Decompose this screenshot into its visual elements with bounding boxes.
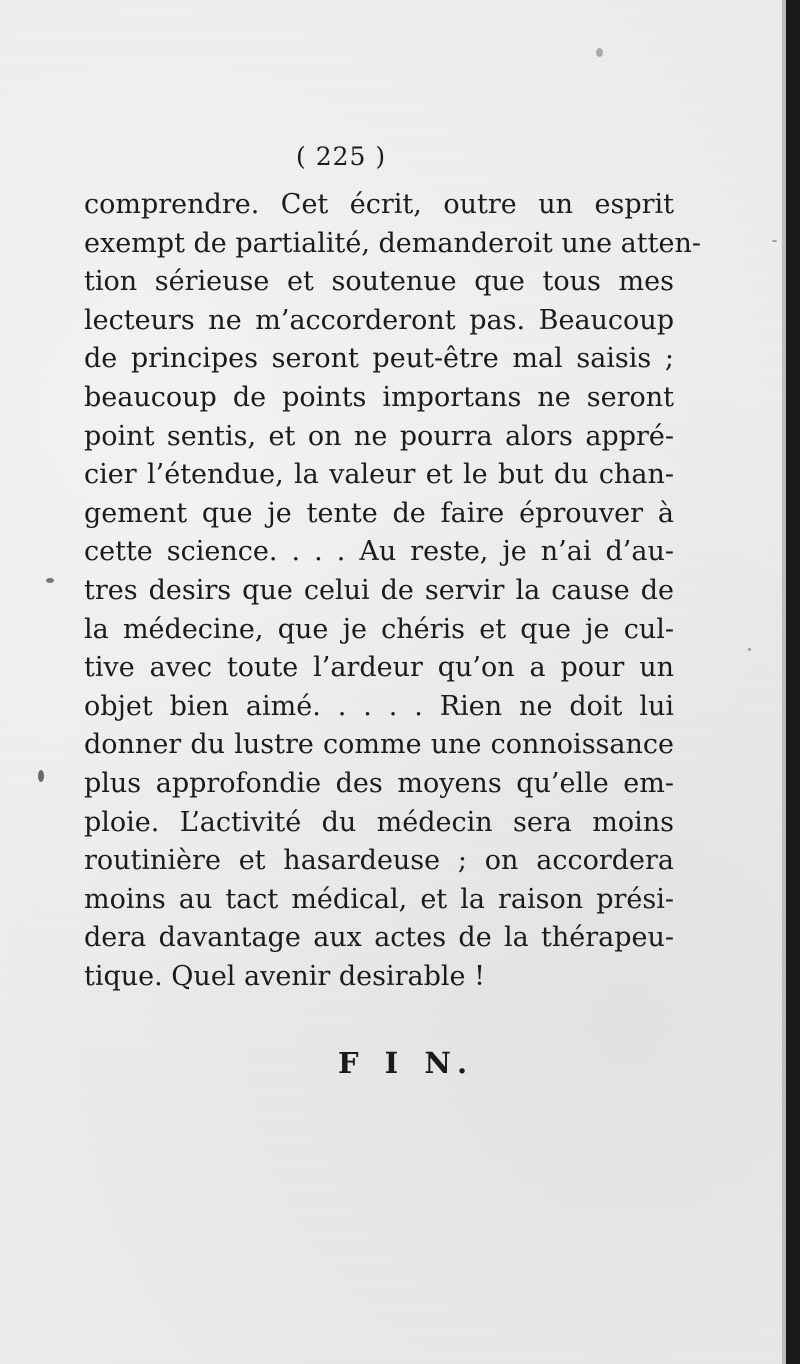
text-line-last: tique. Quel avenir desirable ! — [84, 960, 485, 992]
text-line: routinière et hasardeuse ; on accordera — [84, 845, 674, 877]
text-line: de principes seront peut-être mal saisis ; — [84, 343, 674, 375]
paper-speck — [38, 770, 44, 782]
text-line: plus approfondie des moyens qu’elle em- — [84, 767, 674, 799]
text-line: point sentis, et on ne pourra alors appré- — [84, 420, 674, 452]
text-line: tion sérieuse et soutenue que tous mes — [84, 266, 674, 298]
text-line: donner du lustre comme une connoissance — [84, 729, 674, 761]
text-line: exempt de partialité, demanderoit une atten- — [84, 227, 701, 259]
paper-speck — [46, 578, 54, 583]
body-text — [84, 186, 701, 996]
text-line: la médecine, que je chéris et que je cul- — [84, 613, 674, 645]
text-line: comprendre. Cet écrit, outre un esprit — [84, 189, 674, 220]
text-line: dera davantage aux actes de la thérapeu- — [84, 922, 674, 954]
paper-speck — [772, 240, 777, 242]
page-edge — [786, 0, 800, 1364]
text-line: beaucoup de points importans ne seront — [84, 381, 674, 413]
text-line: lecteurs ne m’accorderont pas. Beaucoup — [84, 304, 674, 336]
text-line: moins au tact médical, et la raison prési- — [84, 883, 674, 915]
text-line: objet bien aimé. . . . . Rien ne doit lui — [84, 690, 674, 722]
page-number: ( 225 ) — [296, 142, 387, 171]
text-line: tres desirs que celui de servir la cause de — [84, 574, 674, 606]
paper-speck — [748, 648, 751, 651]
text-line: ploie. L’activité du médecin sera moins — [84, 806, 674, 838]
text-line: cette science. . . . Au reste, je n’ai d’au- — [84, 536, 674, 568]
text-line: cier l’étendue, la valeur et le but du chan- — [84, 459, 674, 491]
paper-speck — [596, 48, 603, 57]
text-line: tive avec toute l’ardeur qu’on a pour un — [84, 652, 674, 684]
closing-fin: F I N. — [338, 1046, 476, 1080]
text-line: gement que je tente de faire éprouver à — [84, 497, 674, 529]
